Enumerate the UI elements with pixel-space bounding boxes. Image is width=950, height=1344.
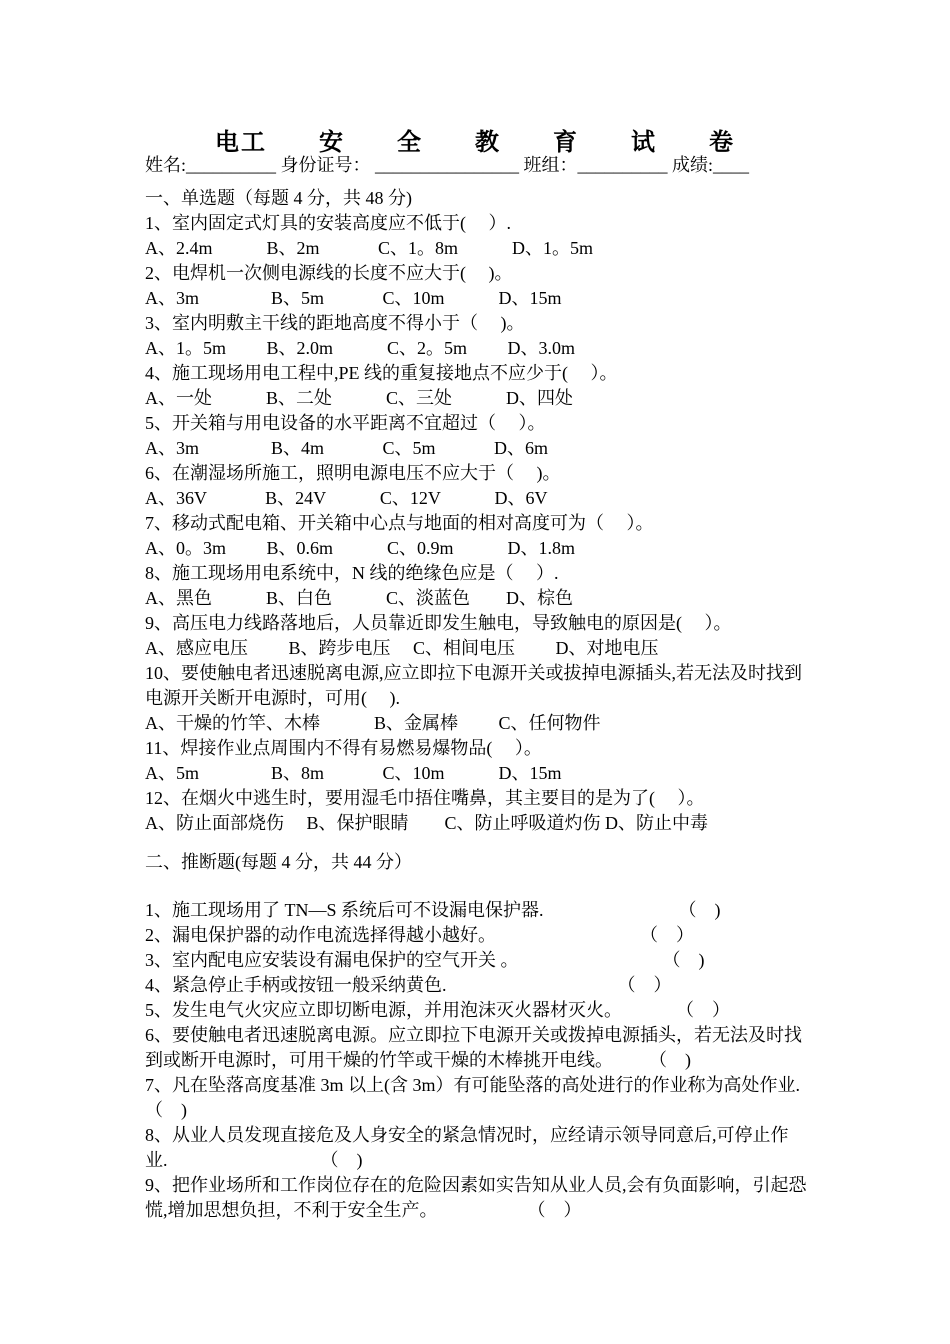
question-text: 2、电焊机一次侧电源线的长度不应大于( )。 xyxy=(145,263,513,283)
question-options: A、2.4m B、2m C、1。8m D、1。5m xyxy=(145,238,594,258)
question-options: A、0。3m B、0.6m C、0.9m D、1.8m xyxy=(145,538,576,558)
judgment-item: 9、把作业场所和工作岗位存在的危险因素如实告知从业人员,会有负面影响，引起恐慌,增加思想负担，不利于安全生产。 （ ） xyxy=(145,1175,807,1220)
question-options: A、干燥的竹竿、木棒 B、金属棒 C、任何物件 xyxy=(145,713,601,733)
section-single-choice xyxy=(145,186,810,836)
question-text: 7、移动式配电箱、开关箱中心点与地面的相对高度可为（ ）。 xyxy=(145,513,654,533)
judgment-item: 7、凡在坠落高度基准 3m 以上(含 3m）有可能坠落的高处进行的作业称为高处作业. （ ) xyxy=(145,1075,944,1120)
judgment-item: 6、要使触电者迅速脱离电源。应立即拉下电源开关或拨掉电源插头，若无法及时找到或断开电源时，可用干燥的竹竿或干燥的木棒挑开电线。 （ ) xyxy=(145,1025,802,1070)
judgment-item: 1、施工现场用了 TN—S 系统后可不设漏电保护器. （ ) xyxy=(145,900,721,920)
section-heading: 一、单选题（每题 4 分，共 48 分) xyxy=(145,188,412,208)
judgment-item: 3、室内配电应安装设有漏电保护的空气开关 。 （ ) xyxy=(145,950,705,970)
exam-content xyxy=(145,186,944,1223)
question-text: 8、施工现场用电系统中，N 线的绝缘色应是（ ）. xyxy=(145,563,559,583)
question-options: A、1。5m B、2.0m C、2。5m D、3.0m xyxy=(145,338,576,358)
judgment-item: 5、发生电气火灾应立即切断电源，并用泡沫灭火器材灭火。 （ ） xyxy=(145,1000,730,1020)
judgment-item: 2、漏电保护器的动作电流选择得越小越好。 （ ） xyxy=(145,925,694,945)
question-text: 1、室内固定式灯具的安装高度应不低于( ）. xyxy=(145,213,511,233)
question-options: A、36V B、24V C、12V D、6V xyxy=(145,488,548,508)
judgment-item: 4、紧急停止手柄或按钮一般采纳黄色. （ ） xyxy=(145,975,672,995)
question-text: 6、在潮湿场所施工，照明电源电压不应大于（ )。 xyxy=(145,463,561,483)
question-text: 3、室内明敷主干线的距地高度不得小于（ )。 xyxy=(145,313,525,333)
question-options: A、防止面部烧伤 B、保护眼睛 C、防止呼吸道灼伤 D、防止中毒 xyxy=(145,813,709,833)
question-options: A、3m B、5m C、10m D、15m xyxy=(145,288,562,308)
question-options: A、一处 B、二处 C、三处 D、四处 xyxy=(145,388,574,408)
question-text: 9、高压电力线路落地后，人员靠近即发生触电，导致触电的原因是( ）。 xyxy=(145,613,732,633)
question-list xyxy=(145,211,810,836)
judgment-list xyxy=(145,898,944,1223)
question-text: 4、施工现场用电工程中,PE 线的重复接地点不应少于( ）。 xyxy=(145,363,618,383)
question-text: 10、要使触电者迅速脱离电源,应立即拉下电源开关或拔掉电源插头,若无法及时找到电源开关断开电源时，可用( ). xyxy=(145,663,802,708)
student-info-line: 姓名:__________ 身份证号： ________________ 班组：__________ 成绩:____ xyxy=(145,155,750,175)
question-options: A、5m B、8m C、10m D、15m xyxy=(145,763,562,783)
exam-title: 电工 安 全 教 育 试 卷 xyxy=(215,130,735,156)
question-options: A、感应电压 B、跨步电压 C、相间电压 D、对地电压 xyxy=(145,638,659,658)
judgment-item: 8、从业人员发现直接危及人身安全的紧急情况时，应经请示领导同意后,可停止作业. （ ) xyxy=(145,1125,789,1170)
question-options: A、黑色 B、白色 C、淡蓝色 D、棕色 xyxy=(145,588,574,608)
question-text: 12、在烟火中逃生时，要用湿毛巾捂住嘴鼻，其主要目的是为了( ）。 xyxy=(145,788,705,808)
section-judgment xyxy=(145,850,944,1223)
section-heading: 二、推断题(每题 4 分，共 44 分） xyxy=(145,852,412,872)
question-text: 5、开关箱与用电设备的水平距离不宜超过（ ）。 xyxy=(145,413,546,433)
question-text: 11、焊接作业点周围内不得有易燃易爆物品( ）。 xyxy=(145,738,542,758)
question-options: A、3m B、4m C、5m D、6m xyxy=(145,438,549,458)
